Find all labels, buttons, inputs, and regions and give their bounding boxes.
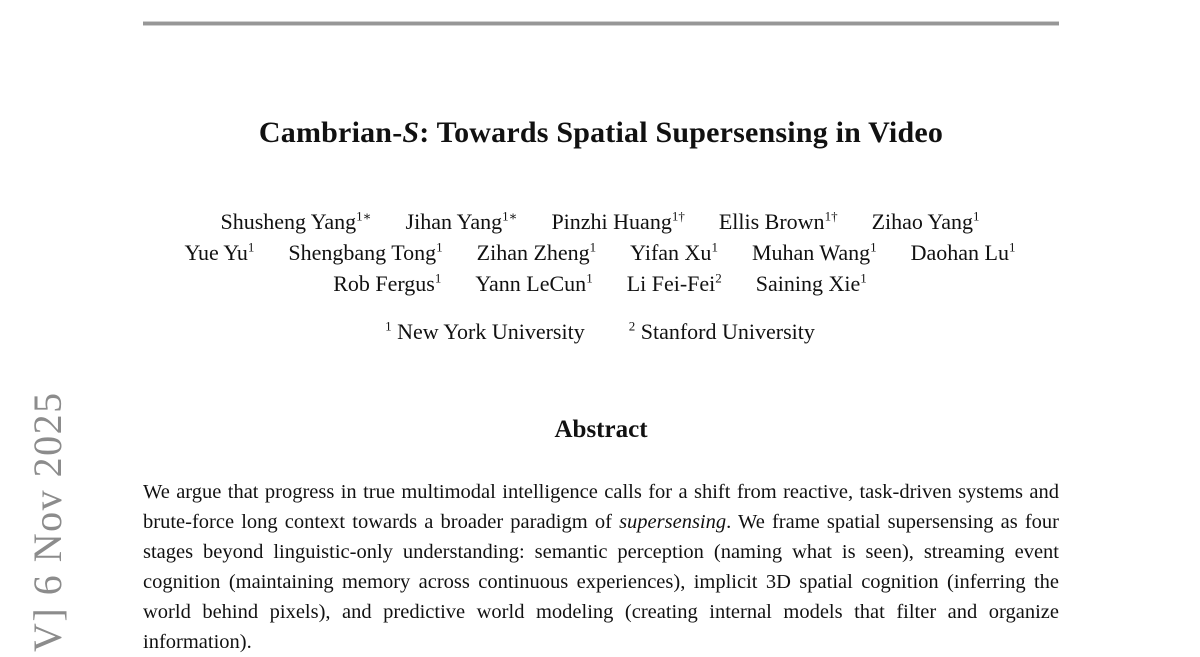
affiliation-superscript: 2 [628, 318, 636, 334]
author [752, 237, 877, 268]
author-name: Saining Xie [755, 271, 861, 296]
author-row-2 [0, 237, 1200, 268]
author-superscript: 1 [711, 239, 718, 255]
title-prefix: Cambrian- [258, 116, 403, 149]
top-rule [143, 21, 1059, 26]
author-superscript: 1 [436, 239, 443, 255]
author [333, 268, 441, 299]
author [185, 237, 255, 268]
author-superscript: 1∗ [502, 208, 518, 224]
author-name: Jihan Yang [405, 209, 503, 234]
author-name: Ellis Brown [718, 209, 825, 234]
author [627, 268, 722, 299]
author-name: Muhan Wang [751, 240, 871, 265]
affiliations [0, 317, 1200, 347]
author-name: Zihan Zheng [476, 240, 590, 265]
paper-title [143, 116, 1059, 150]
author-name: Daohan Lu [910, 240, 1009, 265]
arxiv-watermark: V] 6 Nov 2025 [25, 391, 70, 652]
title-suffix: : Towards Spatial Supersensing in Video [419, 116, 944, 149]
author [756, 268, 867, 299]
author-row-3 [0, 268, 1200, 299]
affiliation-superscript: 1 [385, 318, 392, 334]
affiliation-nyu [385, 317, 585, 347]
author [406, 206, 518, 237]
author [719, 206, 838, 237]
affiliation-name: Stanford University [640, 319, 815, 344]
author-name: Li Fei-Fei [626, 271, 716, 296]
author [475, 268, 592, 299]
abstract-heading: Abstract [554, 416, 648, 443]
author-superscript: 1 [247, 239, 255, 255]
author-superscript: 1 [434, 270, 442, 286]
author [911, 237, 1016, 268]
author [288, 237, 442, 268]
author-name: Yifan Xu [630, 240, 712, 265]
affiliation-stanford [629, 317, 815, 347]
author-superscript: 1∗ [356, 208, 372, 224]
author-superscript: 1 [860, 270, 867, 286]
abstract-text [143, 477, 1059, 657]
author [872, 206, 980, 237]
author [551, 206, 684, 237]
author [220, 206, 371, 237]
author-superscript: 1 [870, 239, 877, 255]
author-superscript: 1 [973, 208, 980, 224]
author-superscript: 2 [715, 270, 722, 286]
author-name: Shusheng Yang [220, 209, 357, 234]
author [630, 237, 718, 268]
author-name: Shengbang Tong [288, 240, 437, 265]
author-name: Yue Yu [184, 240, 248, 265]
author-name: Rob Fergus [333, 271, 435, 296]
title-italic: S [402, 116, 420, 149]
author-superscript: 1† [671, 208, 685, 224]
author-superscript: 1 [1009, 239, 1016, 255]
abstract-part-1: We argue that progress in true multimodal intelligence calls for a shift from reactive, task-driven systems and brute-force long context towards a broader paradigm of [143, 481, 1059, 533]
author-superscript: 1 [586, 270, 593, 286]
abstract-italic-word: supersensing [619, 511, 727, 533]
author-name: Zihao Yang [871, 209, 974, 234]
author-row-1 [0, 206, 1200, 237]
author [477, 237, 597, 268]
author-superscript: 1† [824, 208, 838, 224]
authors-block [0, 206, 1200, 299]
author-superscript: 1 [589, 239, 597, 255]
abstract-part-2: . We frame spatial supersensing as four stages beyond linguistic-only understanding: semantic perception (naming what is seen), streaming event cognition (maintaining memory across continuous experiences), implicit 3D spatial cognition (inferring the world behind pixels), and predictive world modeling (creating internal models that filter and organize information). [143, 511, 1059, 653]
author-name: Pinzhi Huang [551, 209, 672, 234]
affiliation-name: New York University [397, 319, 585, 344]
author-name: Yann LeCun [475, 271, 587, 296]
